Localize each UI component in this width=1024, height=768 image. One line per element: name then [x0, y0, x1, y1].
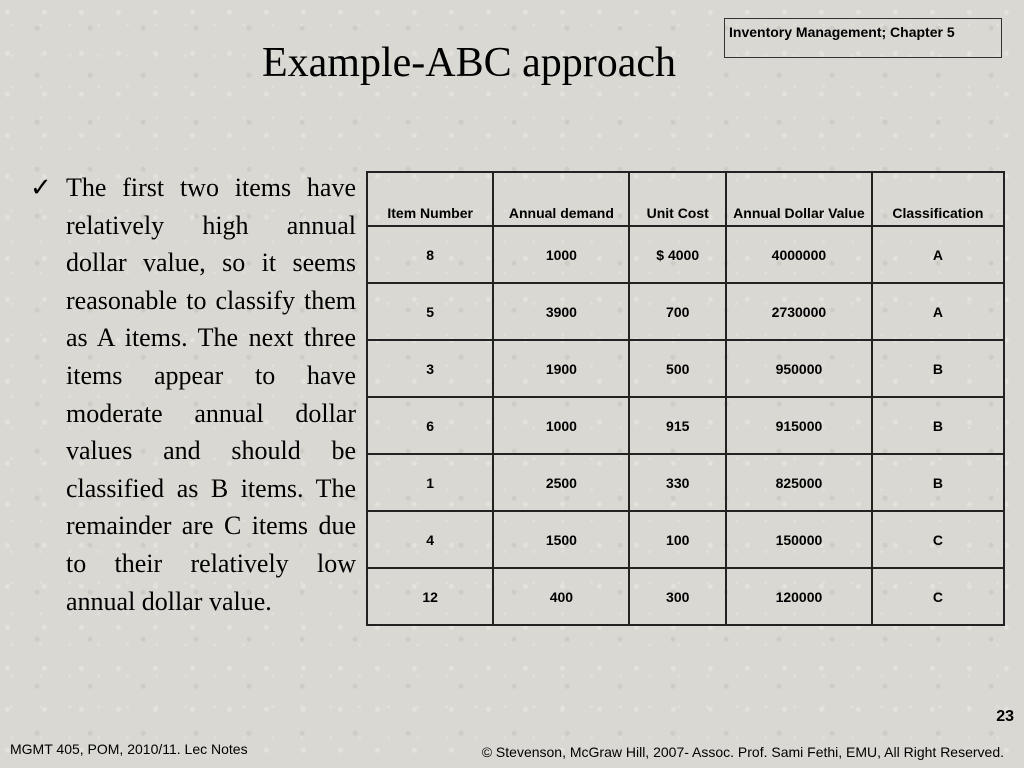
table-row	[367, 340, 1004, 397]
chapter-label: Inventory Management; Chapter 5	[724, 18, 1002, 58]
cell-item-number: 3	[367, 340, 493, 397]
cell-classification: C	[872, 568, 1004, 625]
cell-classification: A	[872, 226, 1004, 283]
copyright-notice: © Stevenson, McGraw Hill, 2007- Assoc. Prof. Sami Fethi, EMU, All Right Reserved.	[481, 744, 1004, 760]
cell-unit-cost: 100	[629, 511, 726, 568]
cell-unit-cost: $ 4000	[629, 226, 726, 283]
cell-classification: B	[872, 340, 1004, 397]
course-label: MGMT 405, POM, 2010/11. Lec Notes	[10, 741, 248, 757]
bullet-text: The first two items have relatively high annual dollar value, so it seems reasonable to classify them as A items. The next three items appear to have moderate annual dollar values and should be classified as B items. The remainder are C items due to their relatively low annual dollar value.	[66, 173, 356, 616]
page-number: 23	[996, 708, 1014, 725]
cell-classification: A	[872, 283, 1004, 340]
cell-annual-demand: 400	[493, 568, 629, 625]
cell-annual-dollar-value: 2730000	[726, 283, 872, 340]
column-header: Classification	[872, 172, 1004, 226]
cell-annual-dollar-value: 825000	[726, 454, 872, 511]
cell-item-number: 8	[367, 226, 493, 283]
cell-annual-dollar-value: 950000	[726, 340, 872, 397]
cell-annual-demand: 3900	[493, 283, 629, 340]
cell-unit-cost: 915	[629, 397, 726, 454]
checkmark-icon: ✓	[30, 172, 52, 202]
column-header: Item Number	[367, 172, 493, 226]
column-header: Annual Dollar Value	[726, 172, 872, 226]
abc-table	[366, 171, 1005, 626]
table-row	[367, 283, 1004, 340]
table-row	[367, 226, 1004, 283]
cell-annual-demand: 2500	[493, 454, 629, 511]
table-row	[367, 454, 1004, 511]
cell-unit-cost: 500	[629, 340, 726, 397]
cell-unit-cost: 700	[629, 283, 726, 340]
cell-annual-demand: 1000	[493, 226, 629, 283]
cell-annual-dollar-value: 120000	[726, 568, 872, 625]
table-header-row	[367, 172, 1004, 226]
cell-item-number: 12	[367, 568, 493, 625]
cell-classification: B	[872, 454, 1004, 511]
cell-item-number: 6	[367, 397, 493, 454]
cell-annual-demand: 1000	[493, 397, 629, 454]
cell-unit-cost: 330	[629, 454, 726, 511]
cell-annual-dollar-value: 4000000	[726, 226, 872, 283]
table-row	[367, 397, 1004, 454]
cell-annual-demand: 1900	[493, 340, 629, 397]
cell-item-number: 1	[367, 454, 493, 511]
cell-annual-dollar-value: 915000	[726, 397, 872, 454]
cell-unit-cost: 300	[629, 568, 726, 625]
slide-title: Example-ABC approach	[262, 40, 677, 86]
column-header: Annual demand	[493, 172, 629, 226]
cell-annual-demand: 1500	[493, 511, 629, 568]
cell-item-number: 5	[367, 283, 493, 340]
column-header: Unit Cost	[629, 172, 726, 226]
table-row	[367, 568, 1004, 625]
cell-classification: C	[872, 511, 1004, 568]
cell-item-number: 4	[367, 511, 493, 568]
cell-annual-dollar-value: 150000	[726, 511, 872, 568]
cell-classification: B	[872, 397, 1004, 454]
table-row	[367, 511, 1004, 568]
